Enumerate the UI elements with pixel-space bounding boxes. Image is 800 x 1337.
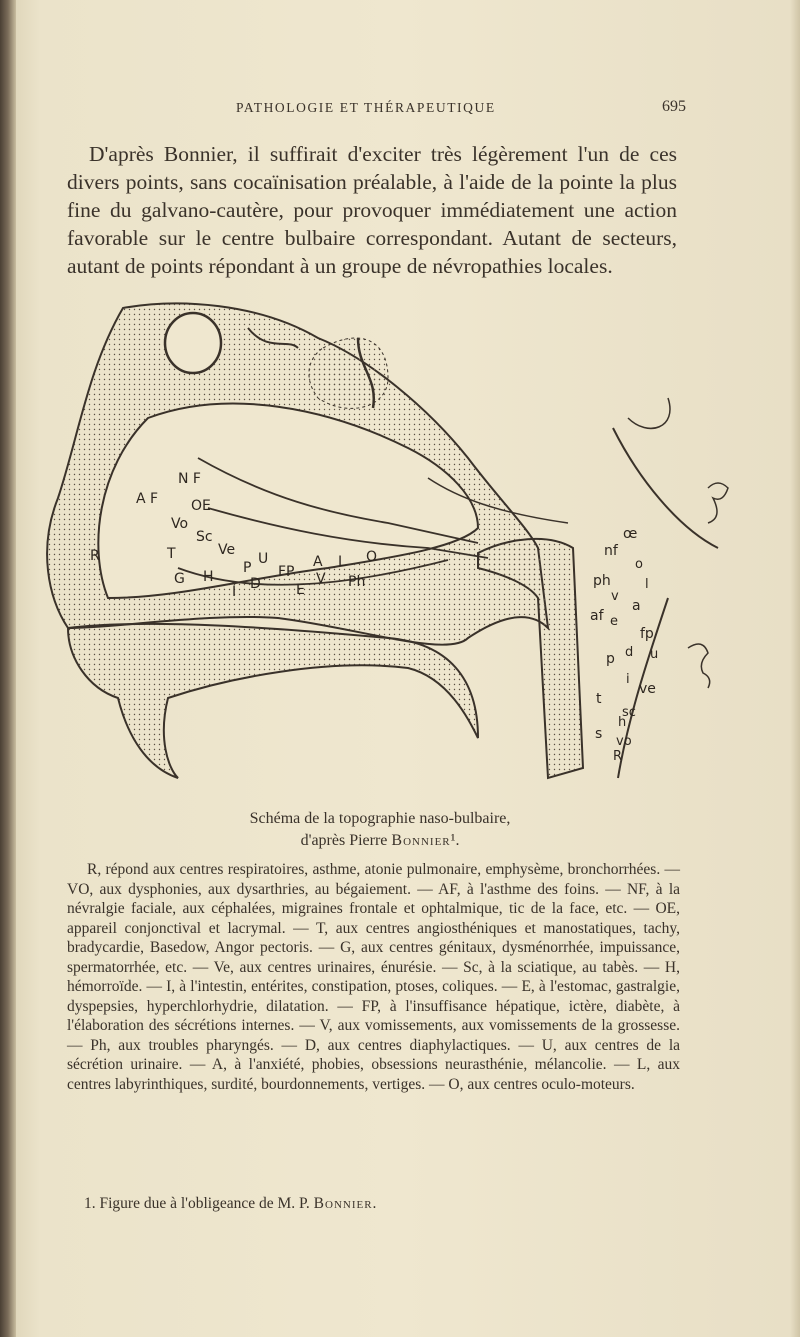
figure-label-P: P [243,560,252,576]
naso-bulbar-diagram [28,298,738,803]
figure-label-u: u [650,647,659,662]
figure-label-s: s [595,726,603,742]
footnote: 1. Figure due à l'obligeance de M. P. Bonnier. [84,1195,377,1212]
running-header [96,100,686,122]
figure-label-O: O [366,549,378,565]
figure-label-ph: ph [593,573,611,589]
palate-outline [68,624,478,778]
figure-label-D: D [250,576,261,592]
figure-label-oe: œ [623,526,638,542]
figure-label-vo: vo [616,734,632,749]
footnote-author: Bonnier [313,1195,373,1212]
figure-label-af: af [590,608,604,624]
figure-label-o: o [635,557,643,572]
figure-label-fp: fp [640,626,654,642]
figure-label-FP: FP [278,564,295,580]
figure-label-OE: OE [191,498,211,514]
figure-label-A: A [313,554,323,570]
figure-label-h: h [618,715,627,730]
figure-label-H: H [203,569,214,585]
caption-author: Bonnier [391,832,451,849]
figure-label-v: v [611,589,619,604]
figure-label-p: p [606,651,615,667]
figure-label-L: L [338,554,346,570]
caption-line-1: Schéma de la topographie naso-bulbaire, [249,810,511,827]
figure-label-i: i [626,672,630,687]
figure-label-NF: N F [178,471,201,487]
figure-label-a: a [632,598,641,614]
figure-label-Ph: Ph [348,574,366,590]
figure-legend: R, répond aux centres respiratoires, asthme, atonie pulmonaire, emphysème, bronchorrhées. — VO, aux dysphonies, aux dysarthries, au bégaiement. — AF, à l'asthme des foins. — NF, à la névralgie faciale, aux céphalées, migraines frontale et ophtalmique, tic de la face, etc. — OE, appareil conjonctival et lacrymal. — T, aux centres angiosthéniques et manostatiques, tachy, bradycardie, Basedow, Angor pectoris. — G, aux centres génitaux, dysménorrhée, impuissance, spermatorrhée, etc. — Ve, aux centres urinaires, énurésie. — Sc, à la sciatique, au tabès. — H, hémorroïde. — I, à l'intestin, entérites, constipation, ptoses, coliques. — E, à l'estomac, gastralgie, dyspepsies, hyperchlorhydrie, dilatation. — FP, à l'insuffisance hépatique, ictère, diabète, à l'élaboration des sécrétions internes. — V, aux vomissements, aux vomissements de la grossesse. — Ph, aux troubles pharyngés. — D, aux centres diaphylactiques. — U, aux centres de la sécrétion urinaire. — A, à l'anxiété, phobies, obsessions neurasthénie, mélancolie. — L, aux centres labyrinthiques, surdité, bourdonnements, vertiges. — O, aux centres oculo-moteurs. [67,861,680,1093]
figure-label-G: G [174,571,185,587]
book-spine [0,0,16,1337]
figure-label-AF: A F [136,491,159,507]
caption-line-2: d'après Pierre Bonnier¹. [300,832,460,849]
intro-paragraph: D'après Bonnier, il suffirait d'exciter très légèrement l'un de ces divers points, sans cocaïnisation préalable, à l'aide de la pointe la plus fine du galvano-cautère, pour provoquer immédiatement une action favorable sur le centre bulbaire correspondant. Autant de secteurs, autant de points répondant à un groupe de névropathies locales. [67,142,677,278]
figure-label-R-small: R [613,749,623,764]
figure-label-l: l [645,577,649,592]
figure-label-e: e [610,614,618,629]
figure-label-d: d [625,645,634,660]
figure-label-ve: ve [639,681,656,697]
figure-label-Sc: Sc [196,529,213,545]
figure-label-Ve: Ve [218,542,236,558]
figure-label-E: E [296,582,305,598]
page-number: 695 [662,98,686,115]
figure-label-T: T [167,546,176,562]
figure-label-Vo: Vo [171,516,189,532]
figure-label-U: U [258,551,269,567]
running-title: PATHOLOGIE ET THÉRAPEUTIQUE [236,100,496,115]
figure-label-V: V [316,571,326,587]
figure-label-I: I [232,584,237,600]
figure-label-R: R [90,548,100,564]
figure-caption [80,808,680,852]
figure-label-sc: sc [622,705,636,720]
figure-label-t: t [596,691,602,707]
figure-label-nf: nf [604,543,618,559]
